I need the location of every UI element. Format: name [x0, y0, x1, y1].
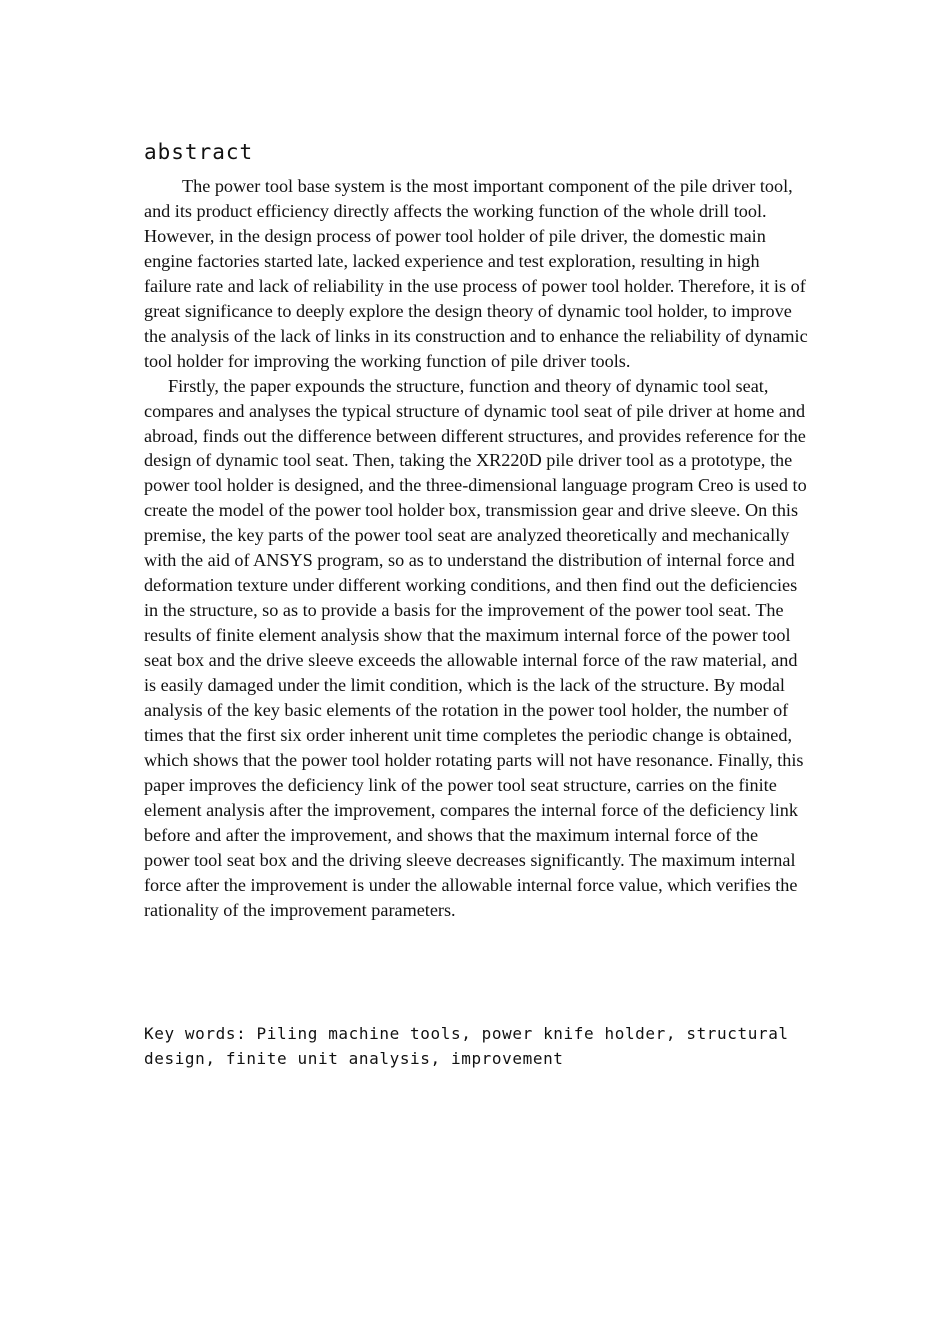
abstract-paragraph-2: Firstly, the paper expounds the structure, function and theory of dynamic tool seat, compares and analyses the typical structure of dynamic tool seat of pile driver at home and abroad, finds out the difference between different structures, and provides reference for the design of dynamic tool seat. Then, taking the XR220D pile driver tool as a prototype, the power tool holder is designed, and the three-dimensional language program Creo is used to create the model of the power tool holder box, transmission gear and drive sleeve. On this premise, the key parts of the power tool seat are analyzed theoretically and mechanically with the aid of ANSYS program, so as to understand the distribution of internal force and deformation texture under different working conditions, and then find out the deficiencies in the structure, so as to provide a basis for the improvement of the power tool seat. The results of finite element analysis show that the maximum internal force of the power tool seat box and the drive sleeve exceeds the allowable internal force of the raw material, and is easily damaged under the limit condition, which is the lack of the structure. By modal analysis of the key basic elements of the rotation in the power tool holder, the number of times that the first six order inherent unit time completes the periodic change is obtained, which shows that the power tool holder rotating parts will not have resonance. Finally, this paper improves the deficiency link of the power tool seat structure, carries on the finite element analysis after the improvement, compares the internal force of the deficiency link before and after the improvement, and shows that the maximum internal force of the power tool seat box and the driving sleeve decreases significantly. The maximum internal force after the improvement is under the allowable internal force value, which verifies the rationality of the improvement parameters.	[144, 375, 807, 920]
abstract-body	[144, 174, 808, 923]
abstract-heading: abstract	[144, 140, 254, 164]
abstract-paragraph-1: The power tool base system is the most important component of the pile driver tool, and its product efficiency directly affects the working function of the whole drill tool. However, in the design process of power tool holder of pile driver, the domestic main engine factories started late, lacked experience and test exploration, resulting in high failure rate and lack of reliability in the use process of power tool holder. Therefore, it is of great significance to deeply explore the design theory of dynamic tool holder, to improve the analysis of the lack of links in its construction and to enhance the reliability of dynamic tool holder for improving the working function of pile driver tools.	[144, 176, 808, 371]
keywords-line: Key words: Piling machine tools, power knife holder, structural design, finite unit analysis, improvement	[144, 1024, 789, 1068]
